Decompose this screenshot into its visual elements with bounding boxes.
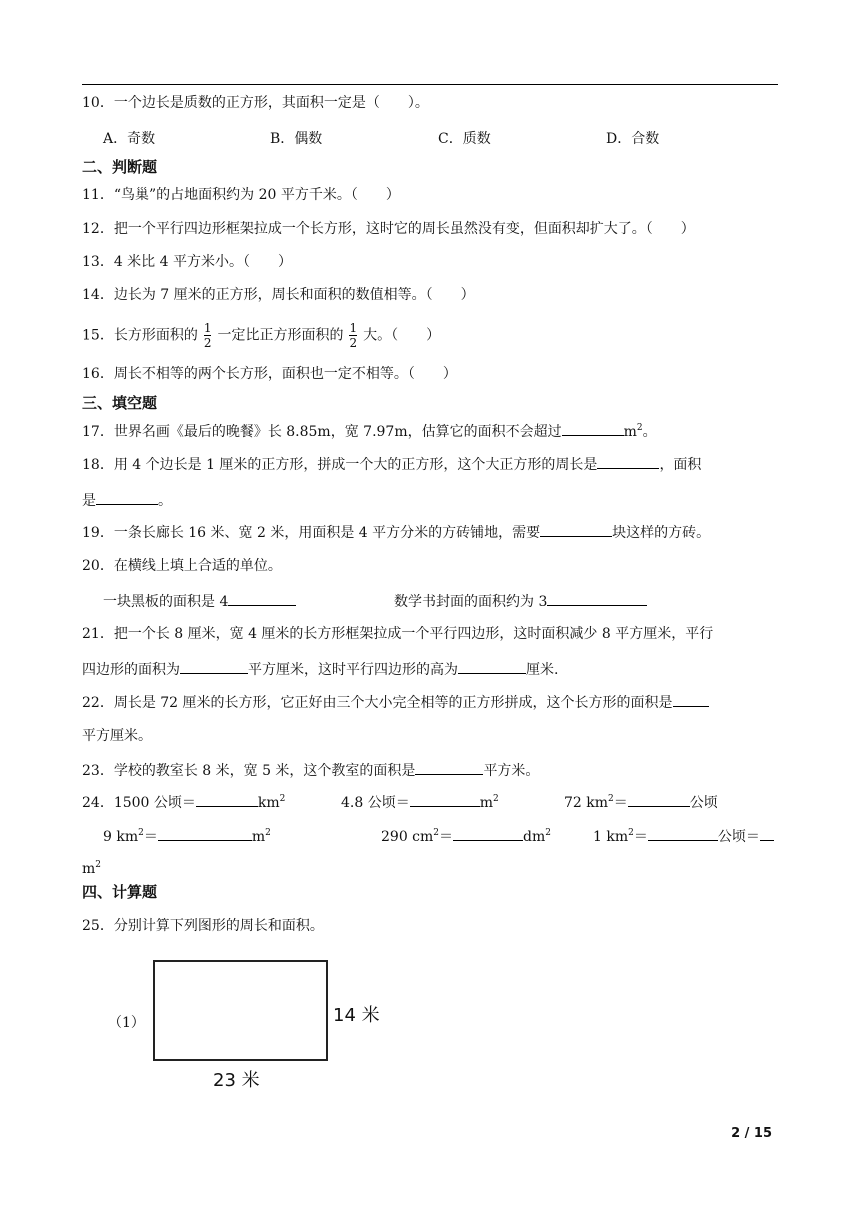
question-17 bbox=[82, 421, 657, 442]
equals: ＝ bbox=[613, 795, 628, 811]
unit: 1 km bbox=[593, 829, 629, 845]
q20-book bbox=[394, 591, 647, 612]
answer-blank[interactable] bbox=[760, 826, 774, 841]
answer-blank[interactable] bbox=[673, 692, 709, 707]
q10-option-d: D．合数 bbox=[606, 131, 660, 147]
figure-number: （1） bbox=[108, 1015, 145, 1031]
question-21-cont bbox=[82, 659, 558, 680]
question-18-cont bbox=[82, 490, 172, 511]
q18-text3: 是 bbox=[82, 493, 96, 509]
q21-text2: 四边形的面积为 bbox=[82, 662, 180, 678]
q17-end: 。 bbox=[642, 424, 657, 440]
q23-text: 23．学校的教室长 8 米，宽 5 米，这个教室的面积是 bbox=[82, 763, 416, 779]
question-11: 11．“鸟巢”的占地面积约为 20 平方千米。（ ） bbox=[82, 187, 400, 203]
unit: m bbox=[251, 829, 266, 845]
q23-end: 平方米。 bbox=[483, 763, 540, 779]
q24-a-text: 24．1500 公顷＝ bbox=[82, 795, 196, 811]
answer-blank[interactable] bbox=[180, 659, 248, 674]
answer-blank[interactable] bbox=[628, 792, 690, 807]
answer-blank[interactable] bbox=[648, 826, 718, 841]
question-14: 14．边长为 7 厘米的正方形，周长和面积的数值相等。（ ） bbox=[82, 287, 475, 303]
q21-end: 厘米. bbox=[526, 662, 559, 678]
q18-end: 。 bbox=[158, 493, 172, 509]
question-13: 13．4 米比 4 平方米小。（ ） bbox=[82, 254, 292, 270]
equals: ＝ bbox=[633, 829, 648, 845]
answer-blank[interactable] bbox=[453, 826, 523, 841]
answer-blank[interactable] bbox=[415, 760, 483, 775]
question-19 bbox=[82, 522, 710, 543]
q22-text: 22．周长是 72 厘米的长方形，它正好由三个大小完全相等的正方形拼成，这个长方形的面积是 bbox=[82, 695, 673, 711]
section-heading-fill: 三、填空题 bbox=[82, 394, 158, 412]
q24-item-b bbox=[341, 792, 499, 813]
unit: m bbox=[82, 861, 96, 877]
question-15 bbox=[82, 322, 440, 349]
unit: 72 km bbox=[564, 795, 609, 811]
answer-blank[interactable] bbox=[196, 792, 258, 807]
unit: 公顷 bbox=[689, 795, 718, 811]
unit: dm bbox=[523, 829, 546, 845]
q10-option-c: C．质数 bbox=[438, 131, 491, 147]
fraction-half bbox=[204, 322, 212, 349]
superscript: 2 bbox=[628, 828, 634, 838]
question-20: 20．在横线上填上合适的单位。 bbox=[82, 558, 282, 574]
question-16: 16．周长不相等的两个长方形，面积也一定不相等。（ ） bbox=[82, 366, 457, 382]
unit: km bbox=[257, 795, 280, 811]
superscript: 2 bbox=[433, 828, 440, 838]
equals: ＝ bbox=[143, 829, 158, 845]
q24-item-d bbox=[103, 826, 271, 847]
question-23 bbox=[82, 760, 539, 781]
answer-blank[interactable] bbox=[547, 591, 647, 606]
q10-option-b: B．偶数 bbox=[270, 131, 323, 147]
q20-blackboard bbox=[103, 591, 296, 612]
superscript: 2 bbox=[636, 423, 643, 433]
unit: m bbox=[623, 424, 637, 440]
question-22-cont: 平方厘米。 bbox=[82, 728, 152, 744]
frac-num: 1 bbox=[349, 321, 358, 335]
question-12: 12．把一个平行四边形框架拉成一个长方形，这时它的周长虽然没有变，但面积却扩大了。（ ） bbox=[82, 221, 695, 237]
figure-side-label: 14 米 bbox=[333, 1005, 380, 1026]
q24-item-f bbox=[593, 826, 774, 847]
q19-end: 块这样的方砖。 bbox=[612, 525, 711, 541]
header-rule bbox=[82, 84, 778, 85]
frac-den: 2 bbox=[349, 336, 358, 350]
q24-item-c bbox=[564, 792, 718, 813]
rectangle-figure bbox=[153, 960, 328, 1061]
answer-blank[interactable] bbox=[228, 591, 296, 606]
superscript: 2 bbox=[493, 794, 499, 804]
q20-text-a: 一块黑板的面积是 4 bbox=[103, 594, 229, 610]
q24-item-a bbox=[82, 792, 285, 813]
frac-den: 2 bbox=[203, 336, 212, 350]
answer-blank[interactable] bbox=[562, 421, 624, 436]
superscript: 2 bbox=[608, 794, 614, 804]
q15-part1: 15．长方形面积的 bbox=[82, 327, 198, 344]
superscript: 2 bbox=[545, 828, 552, 838]
q21-text3: 平方厘米，这时平行四边形的高为 bbox=[248, 662, 458, 678]
superscript: 2 bbox=[138, 828, 144, 838]
q24-b-text: 4.8 公顷＝ bbox=[341, 795, 410, 811]
q18-text: 18．用 4 个边长是 1 厘米的正方形，拼成一个大的正方形，这个大正方形的周长是 bbox=[82, 457, 598, 473]
q15-part2: 一定比正方形面积的 bbox=[217, 327, 344, 344]
q19-text: 19．一条长廊长 16 米、宽 2 米，用面积是 4 平方分米的方砖铺地，需要 bbox=[82, 525, 541, 541]
section-heading-calc: 四、计算题 bbox=[82, 883, 158, 901]
q18-text2: ，面积 bbox=[659, 457, 702, 473]
equals: ＝ bbox=[439, 829, 454, 845]
superscript: 2 bbox=[265, 828, 271, 838]
question-10: 10．一个边长是质数的正方形，其面积一定是（ ）。 bbox=[82, 95, 429, 111]
q10-option-a: A．奇数 bbox=[103, 131, 156, 147]
page-number: 2 / 15 bbox=[731, 1126, 772, 1141]
question-25: 25．分别计算下列图形的周长和面积。 bbox=[82, 918, 324, 934]
q24-item-g bbox=[82, 859, 101, 879]
q15-part3: 大。（ ） bbox=[363, 327, 441, 344]
answer-blank[interactable] bbox=[410, 792, 480, 807]
answer-blank[interactable] bbox=[540, 522, 612, 537]
q17-text: 17．世界名画《最后的晚餐》长 8.85m，宽 7.97m，估算它的面积不会超过 bbox=[82, 424, 562, 440]
unit: m bbox=[479, 795, 493, 811]
superscript: 2 bbox=[95, 860, 102, 870]
superscript: 2 bbox=[279, 794, 286, 804]
fraction-half bbox=[349, 322, 357, 349]
answer-blank[interactable] bbox=[96, 490, 158, 505]
section-heading-judge: 二、判断题 bbox=[82, 158, 158, 176]
question-22 bbox=[82, 692, 709, 713]
frac-num: 1 bbox=[203, 321, 212, 335]
figure-bottom-label: 23 米 bbox=[213, 1070, 260, 1091]
unit: 9 km bbox=[103, 829, 139, 845]
answer-blank[interactable] bbox=[597, 454, 659, 469]
q24-f-text: 公顷＝ bbox=[717, 829, 760, 845]
answer-blank[interactable] bbox=[158, 826, 252, 841]
question-18 bbox=[82, 454, 701, 475]
q24-item-e bbox=[381, 826, 551, 847]
answer-blank[interactable] bbox=[458, 659, 526, 674]
question-21: 21．把一个长 8 厘米，宽 4 厘米的长方形框架拉成一个平行四边形，这时面积减少 8 平方厘米，平行 bbox=[82, 626, 714, 642]
q20-text-b: 数学书封面的面积约为 3 bbox=[394, 594, 548, 610]
unit: 290 cm bbox=[381, 829, 434, 845]
